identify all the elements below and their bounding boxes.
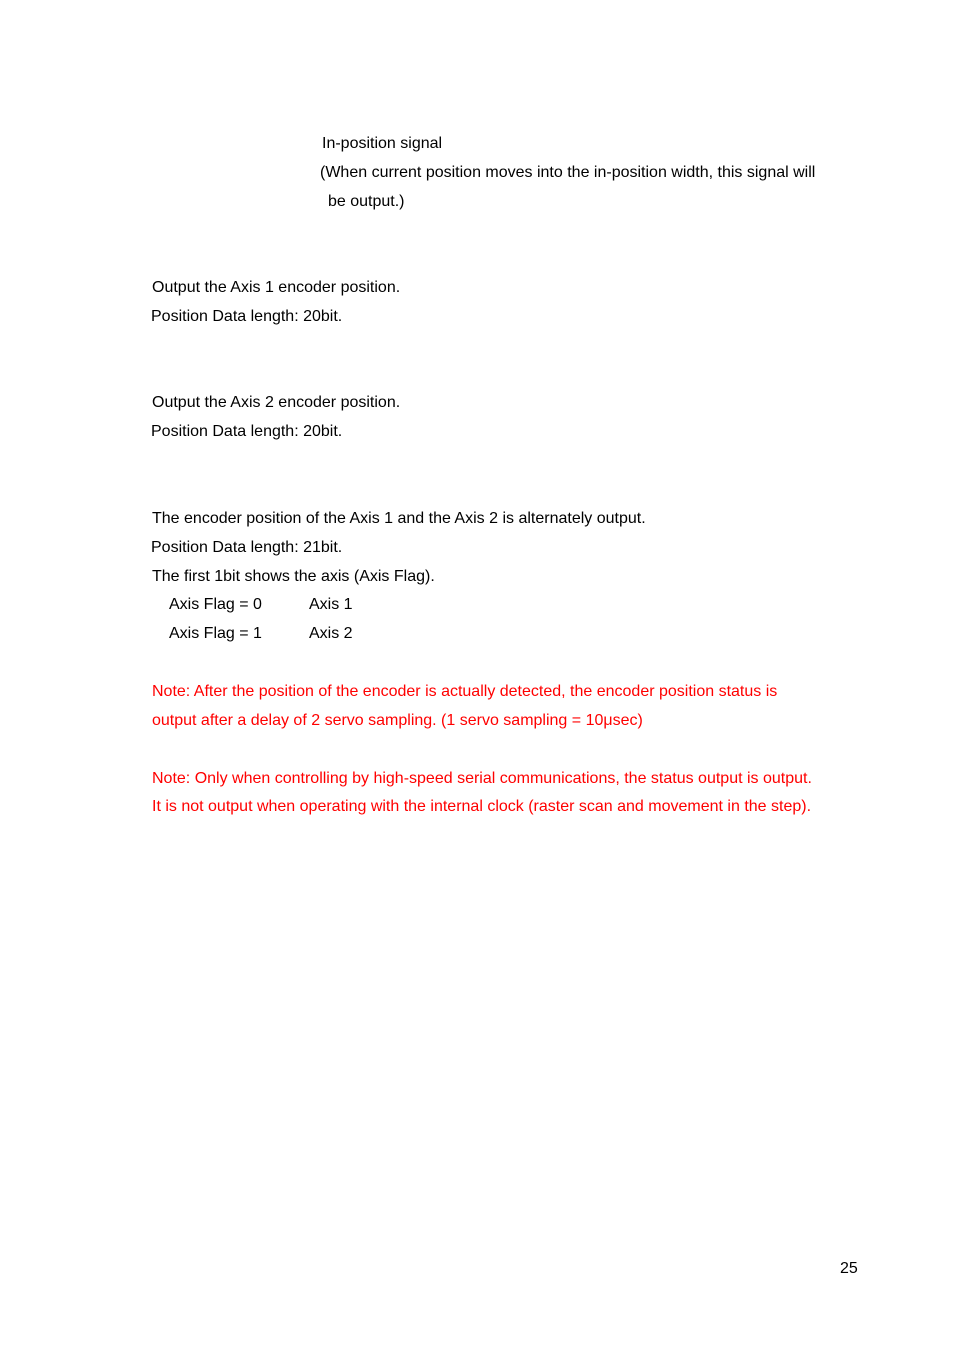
note-delay-line-1: Note: After the position of the encoder is actually detected, the encoder position status is [152,683,778,700]
axis1-output-text: Output the Axis 1 encoder position. [152,279,401,296]
axis-flag-1-value: Axis 2 [309,625,353,642]
note-serial-line-2: It is not output when operating with the internal clock (raster scan and movement in the step). [152,798,812,815]
note-delay-line-2: output after a delay of 2 servo sampling. (1 servo sampling = 10μsec) [152,712,643,729]
axis-flag-0-value: Axis 1 [309,596,353,613]
in-position-description-line-2: be output.) [328,193,405,210]
axis1-data-length: Position Data length: 20bit. [151,308,343,325]
page-number: 25 [840,1260,858,1277]
axis2-data-length: Position Data length: 20bit. [151,423,343,440]
axis-flag-description: The first 1bit shows the axis (Axis Flag). [152,568,435,585]
axis-flag-0-label: Axis Flag = 0 [169,596,262,613]
note-serial-line-1: Note: Only when controlling by high-speed serial communications, the status output is output. [152,770,812,787]
alternate-data-length: Position Data length: 21bit. [151,539,343,556]
in-position-description-line-1: (When current position moves into the in-position width, this signal will [320,164,816,181]
in-position-title: In-position signal [322,135,443,152]
alternate-output-text: The encoder position of the Axis 1 and the Axis 2 is alternately output. [152,510,646,527]
axis2-output-text: Output the Axis 2 encoder position. [152,394,401,411]
axis-flag-1-label: Axis Flag = 1 [169,625,262,642]
